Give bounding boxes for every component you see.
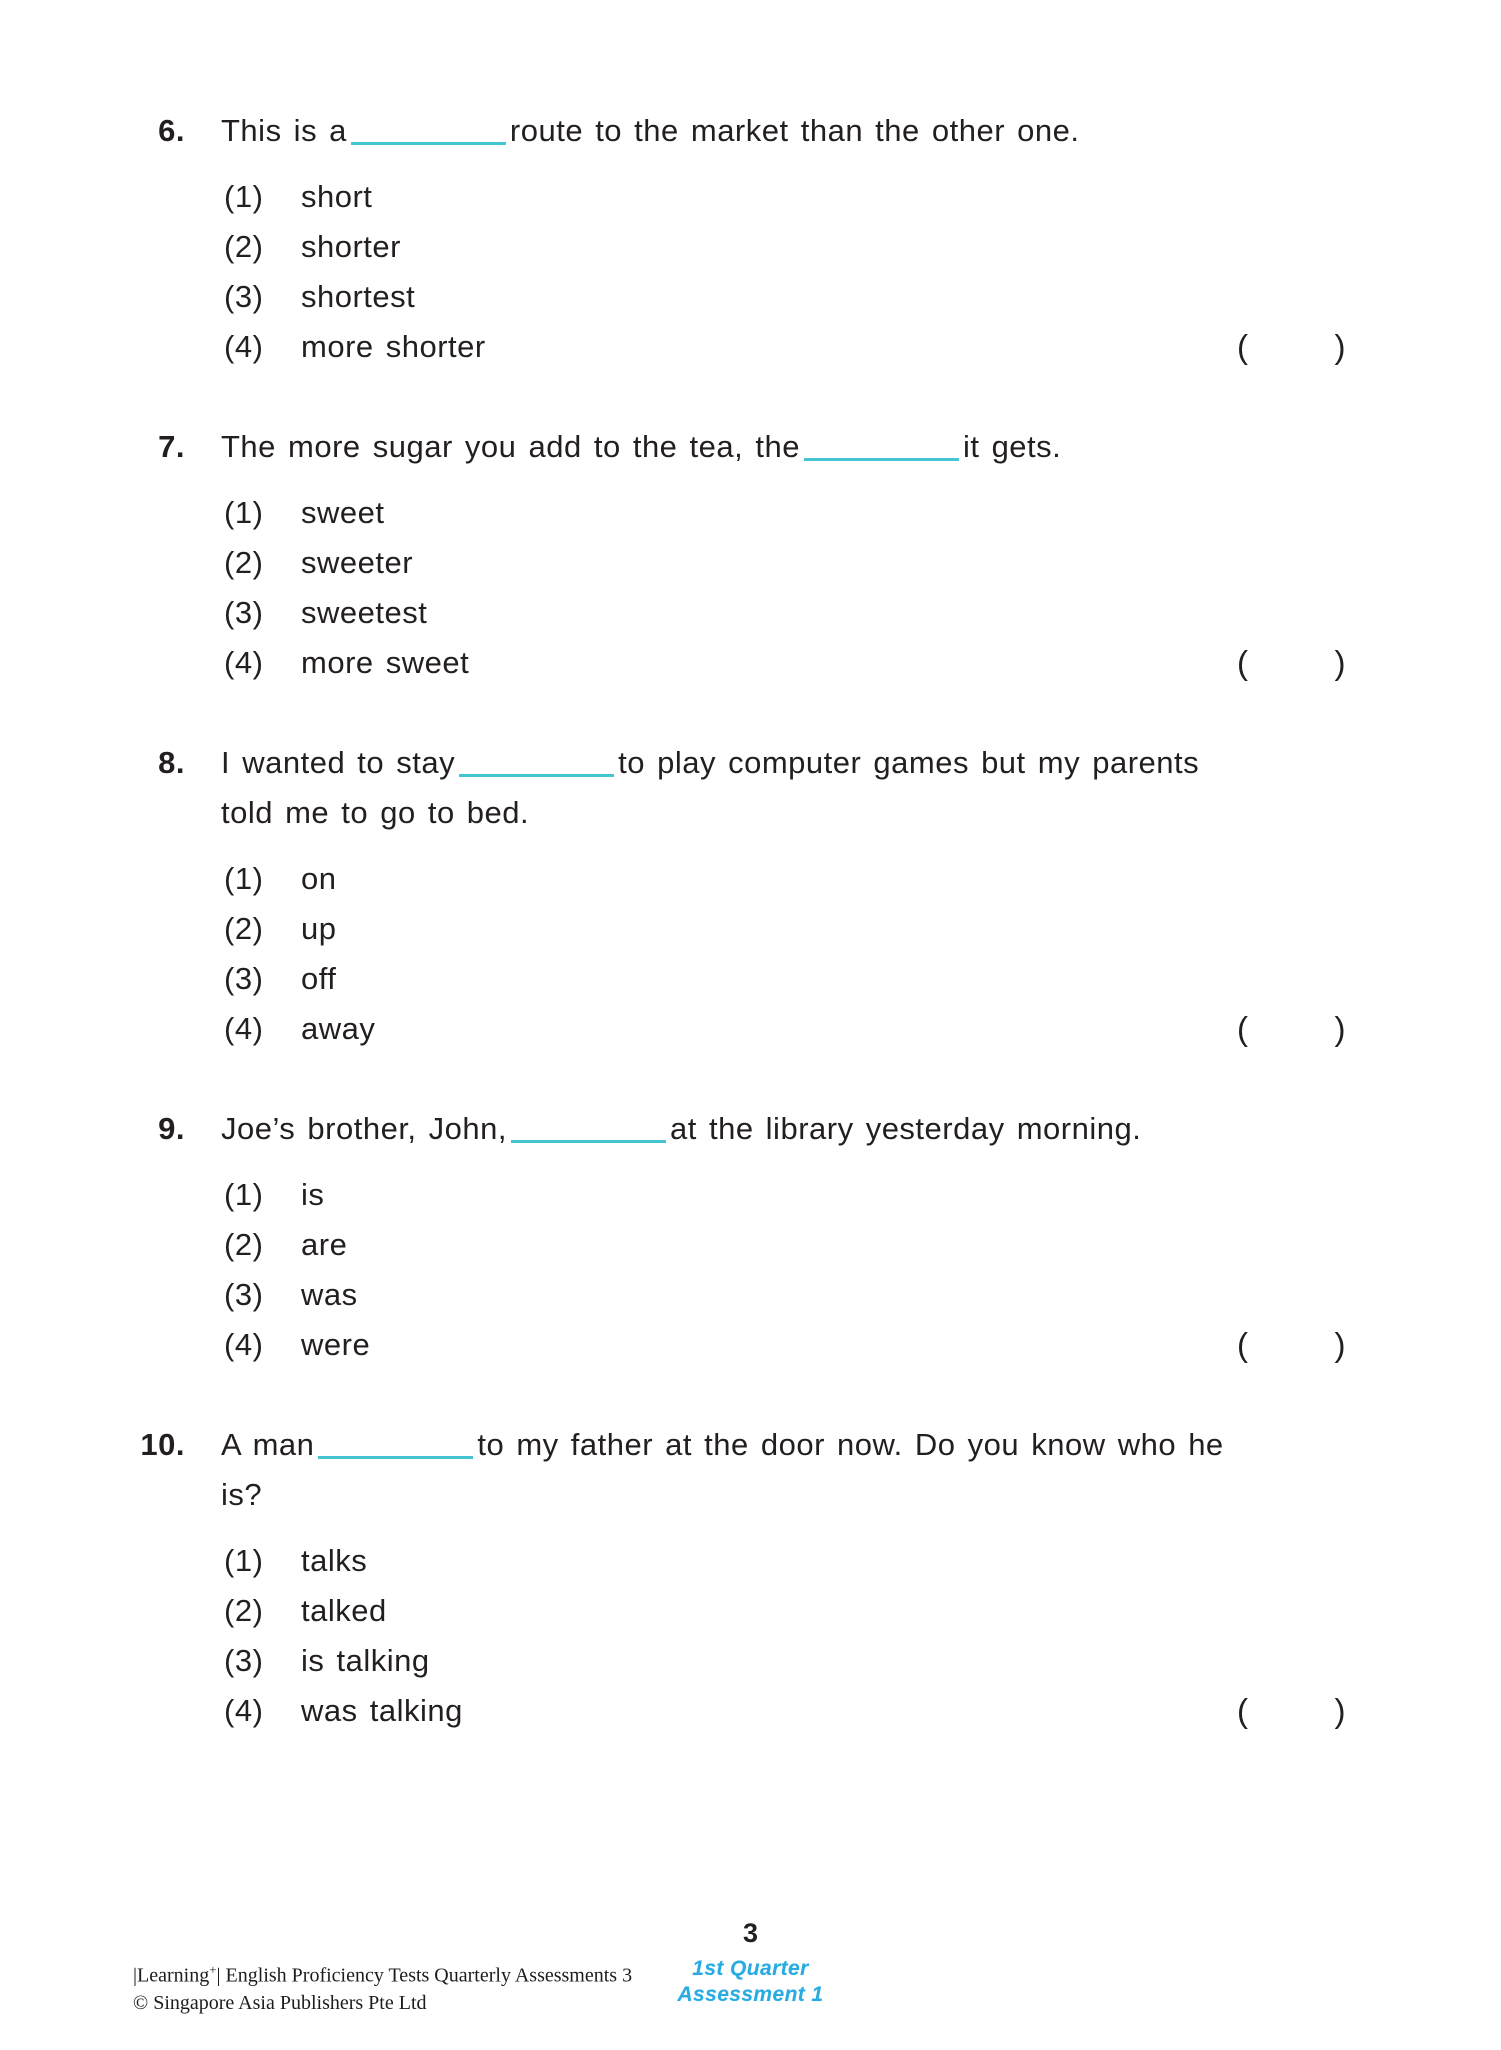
- option-label: shortest: [301, 279, 416, 314]
- question-text-pre: A man: [221, 1427, 315, 1462]
- option-number: (1): [224, 1543, 264, 1578]
- bracket-close: ): [1334, 644, 1346, 681]
- question-6: [135, 106, 1351, 372]
- option-4: [224, 1686, 1351, 1736]
- option-1: [224, 488, 1351, 538]
- option-3: [224, 1270, 1351, 1320]
- question-text-post: at the library yesterday morning.: [670, 1111, 1142, 1146]
- option-label: is: [301, 1177, 325, 1212]
- option-label: on: [301, 861, 337, 896]
- option-label: short: [301, 179, 373, 214]
- answer-brackets: [1237, 322, 1346, 372]
- question-body: [221, 1104, 1351, 1370]
- options-list: [221, 1170, 1351, 1370]
- question-text-pre: I wanted to stay: [221, 745, 456, 780]
- question-10: [135, 1420, 1351, 1736]
- answer-space: [1249, 1686, 1335, 1736]
- option-number: (3): [224, 961, 264, 996]
- option-3: [224, 588, 1351, 638]
- question-text-pre: This is a: [221, 113, 347, 148]
- bracket-open: (: [1237, 1692, 1249, 1729]
- question-text-pre: The more sugar you add to the tea, the: [221, 429, 800, 464]
- option-label: talked: [301, 1593, 387, 1628]
- option-label: shorter: [301, 229, 401, 264]
- question-text-line2: told me to go to bed.: [221, 795, 530, 830]
- option-number: (3): [224, 1643, 264, 1678]
- bracket-close: ): [1334, 1010, 1346, 1047]
- option-label: off: [301, 961, 337, 996]
- option-2: [224, 222, 1351, 272]
- options-list: [221, 488, 1351, 688]
- answer-blank: [351, 142, 506, 145]
- option-number: (2): [224, 1593, 264, 1628]
- footer-assessment-line: Assessment 1: [677, 1983, 824, 2006]
- question-number: 8.: [158, 745, 185, 780]
- options-list: [221, 172, 1351, 372]
- option-2: [224, 1220, 1351, 1270]
- option-label: more sweet: [301, 645, 470, 680]
- answer-brackets: [1237, 638, 1346, 688]
- page-number: 3: [742, 1918, 759, 1948]
- answer-blank: [459, 774, 614, 777]
- bracket-close: ): [1334, 1692, 1346, 1729]
- footer-assessment-label: [0, 1956, 1501, 2008]
- option-2: [224, 1586, 1351, 1636]
- footer-copyright: © Singapore Asia Publishers Pte Ltd: [133, 1991, 427, 2014]
- option-1: [224, 854, 1351, 904]
- bracket-open: (: [1237, 644, 1249, 681]
- question-text-pre: Joe’s brother, John,: [221, 1111, 507, 1146]
- question-text-post: to play computer games but my parents: [618, 745, 1200, 780]
- bracket-open: (: [1237, 1326, 1249, 1363]
- option-label: up: [301, 911, 337, 946]
- answer-space: [1249, 322, 1335, 372]
- option-1: [224, 1536, 1351, 1586]
- question-body: [221, 1420, 1351, 1736]
- option-4: [224, 1004, 1351, 1054]
- footer-quarter-line: 1st Quarter: [692, 1957, 809, 1980]
- option-2: [224, 538, 1351, 588]
- answer-blank: [318, 1456, 473, 1459]
- option-4: [224, 322, 1351, 372]
- option-number: (4): [224, 1693, 264, 1728]
- question-number: 6.: [158, 113, 185, 148]
- option-label: away: [301, 1011, 376, 1046]
- option-number: (2): [224, 545, 264, 580]
- option-number: (2): [224, 1227, 264, 1262]
- question-body: [221, 106, 1351, 372]
- option-number: (2): [224, 229, 264, 264]
- question-text-post: to my father at the door now. Do you know who he: [477, 1427, 1224, 1462]
- question-body: [221, 738, 1351, 1054]
- options-list: [221, 1536, 1351, 1736]
- question-number: 9.: [158, 1111, 185, 1146]
- option-number: (3): [224, 1277, 264, 1312]
- plus-superscript: +: [209, 1962, 217, 1977]
- option-label: sweeter: [301, 545, 414, 580]
- questions-area: [135, 106, 1351, 1786]
- answer-blank: [804, 458, 959, 461]
- bracket-open: (: [1237, 328, 1249, 365]
- option-4: [224, 1320, 1351, 1370]
- option-label: sweetest: [301, 595, 428, 630]
- option-label: was: [301, 1277, 358, 1312]
- option-2: [224, 904, 1351, 954]
- option-label: were: [301, 1327, 371, 1362]
- option-3: [224, 272, 1351, 322]
- answer-space: [1249, 1004, 1335, 1054]
- option-number: (1): [224, 861, 264, 896]
- options-list: [221, 854, 1351, 1054]
- answer-blank: [511, 1140, 666, 1143]
- bracket-open: (: [1237, 1010, 1249, 1047]
- option-number: (3): [224, 279, 264, 314]
- question-text-post: route to the market than the other one.: [509, 113, 1080, 148]
- answer-brackets: [1237, 1320, 1346, 1370]
- option-label: talks: [301, 1543, 368, 1578]
- option-label: sweet: [301, 495, 385, 530]
- option-number: (4): [224, 1011, 264, 1046]
- option-3: [224, 954, 1351, 1004]
- option-3: [224, 1636, 1351, 1686]
- option-4: [224, 638, 1351, 688]
- question-text: [221, 1104, 1351, 1154]
- question-text-line2: is?: [221, 1477, 263, 1512]
- option-1: [224, 1170, 1351, 1220]
- question-number: 10.: [140, 1427, 185, 1462]
- question-number: 7.: [158, 429, 185, 464]
- option-number: (1): [224, 179, 264, 214]
- question-text: [221, 738, 1351, 788]
- question-text-post: it gets.: [962, 429, 1062, 464]
- question-7: [135, 422, 1351, 688]
- question-text: [221, 106, 1351, 156]
- question-body: [221, 422, 1351, 688]
- option-label: is talking: [301, 1643, 430, 1678]
- question-text: [221, 422, 1351, 472]
- option-1: [224, 172, 1351, 222]
- answer-brackets: [1237, 1004, 1346, 1054]
- option-number: (3): [224, 595, 264, 630]
- option-number: (1): [224, 495, 264, 530]
- option-number: (4): [224, 329, 264, 364]
- answer-brackets: [1237, 1686, 1346, 1736]
- option-number: (4): [224, 1327, 264, 1362]
- footer-series-title: |Learning+| English Proficiency Tests Quarterly Assessments 3: [133, 1962, 633, 1987]
- option-number: (1): [224, 1177, 264, 1212]
- option-label: was talking: [301, 1693, 463, 1728]
- answer-space: [1249, 638, 1335, 688]
- question-text: [221, 1420, 1351, 1470]
- option-label: more shorter: [301, 329, 486, 364]
- bracket-close: ): [1334, 328, 1346, 365]
- option-number: (4): [224, 645, 264, 680]
- option-number: (2): [224, 911, 264, 946]
- question-8: [135, 738, 1351, 1054]
- question-9: [135, 1104, 1351, 1370]
- bracket-close: ): [1334, 1326, 1346, 1363]
- answer-space: [1249, 1320, 1335, 1370]
- option-label: are: [301, 1227, 348, 1262]
